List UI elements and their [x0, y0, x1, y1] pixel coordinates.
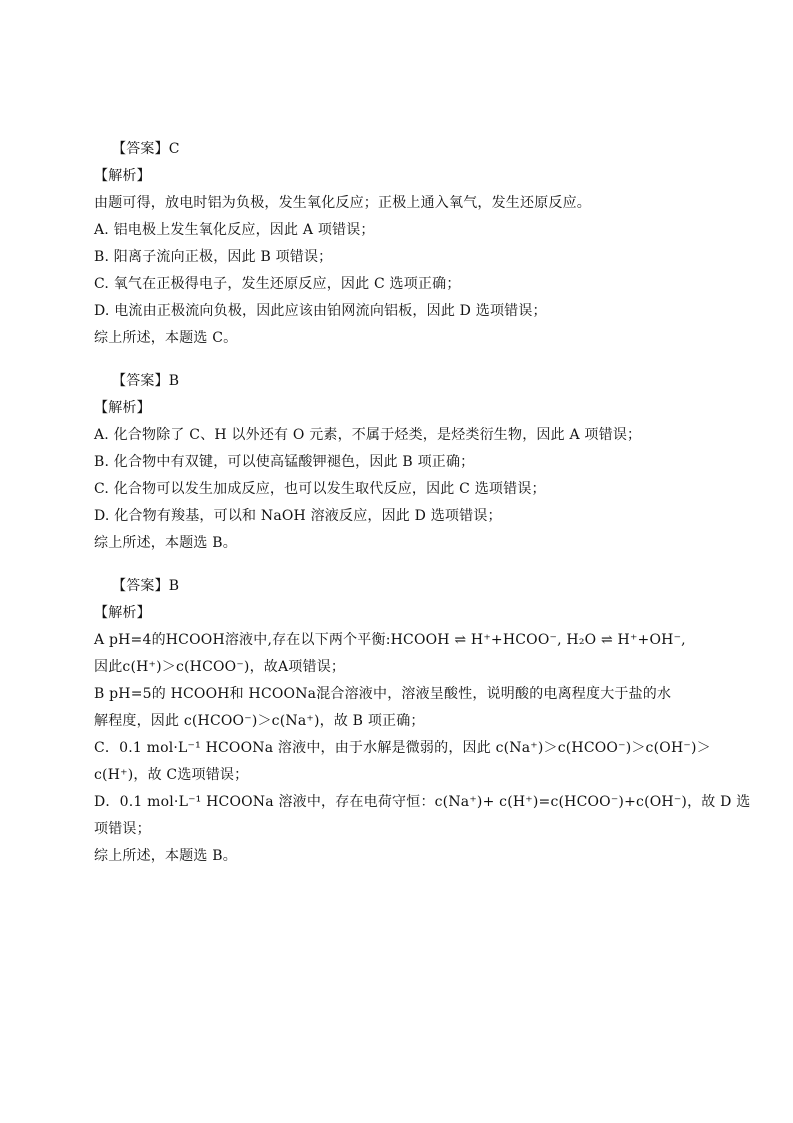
analysis-line: B. 阳离子流向正极，因此 B 项错误；	[94, 249, 333, 265]
analysis-line: A pH=4的HCOOH溶液中,存在以下两个平衡:HCOOH ⇌ H⁺+HCOO⁻, H₂O ⇌ H⁺+OH⁻,	[94, 632, 686, 648]
analysis-label: 【解析】	[94, 400, 151, 416]
analysis-label: 【解析】	[94, 168, 151, 184]
analysis-line: C．0.1 mol·L⁻¹ HCOONa 溶液中，由于水解是微弱的，因此 c(Na⁺)＞c(HCOO⁻)＞c(OH⁻)＞	[94, 740, 711, 756]
answer-label: 【答案】B	[112, 578, 180, 594]
answer-section-3	[94, 573, 751, 870]
analysis-line: A. 化合物除了 C、H 以外还有 O 元素，不属于烃类，是烃类衍生物，因此 A 项错误；	[94, 427, 642, 443]
answer-label: 【答案】C	[112, 141, 180, 157]
analysis-line: C. 化合物可以发生加成反应，也可以发生取代反应，因此 C 选项错误；	[94, 481, 546, 497]
analysis-line: C. 氧气在正极得电子，发生还原反应，因此 C 选项正确；	[94, 276, 461, 292]
analysis-line: 综上所述，本题选 B。	[94, 535, 237, 551]
analysis-label: 【解析】	[94, 605, 151, 621]
analysis-line: 综上所述，本题选 B。	[94, 848, 237, 864]
analysis-line: 综上所述，本题选 C。	[94, 330, 238, 346]
answer-section-1	[94, 136, 734, 352]
analysis-line: B. 化合物中有双键，可以使高锰酸钾褪色，因此 B 项正确；	[94, 454, 475, 470]
analysis-line: 由题可得，放电时铝为负极，发生氧化反应；正极上通入氧气，发生还原反应。	[94, 195, 591, 211]
analysis-line: c(H⁺)，故 C选项错误；	[94, 767, 249, 783]
analysis-line: B pH=5的 HCOOH和 HCOONa混合溶液中，溶液呈酸性，说明酸的电离程度大于盐的水	[94, 686, 672, 702]
analysis-line: D. 化合物有羧基，可以和 NaOH 溶液反应，因此 D 选项错误；	[94, 508, 502, 524]
answer-section-2	[94, 368, 734, 557]
analysis-line: 解程度，因此 c(HCOO⁻)＞c(Na⁺)，故 B 项正确；	[94, 713, 425, 729]
analysis-line: 项错误；	[94, 821, 151, 837]
analysis-line: D. 电流由正极流向负极，因此应该由铂网流向铝板，因此 D 选项错误；	[94, 303, 547, 319]
analysis-line: 因此c(H⁺)＞c(HCOO⁻)，故A项错误；	[94, 659, 346, 675]
answer-label: 【答案】B	[112, 373, 180, 389]
analysis-line: D．0.1 mol·L⁻¹ HCOONa 溶液中，存在电荷守恒：c(Na⁺)+ c(H⁺)=c(HCOO⁻)+c(OH⁻)，故 D 选	[94, 794, 751, 810]
document-page	[94, 136, 751, 886]
analysis-line: A. 铝电极上发生氧化反应，因此 A 项错误；	[94, 222, 375, 238]
